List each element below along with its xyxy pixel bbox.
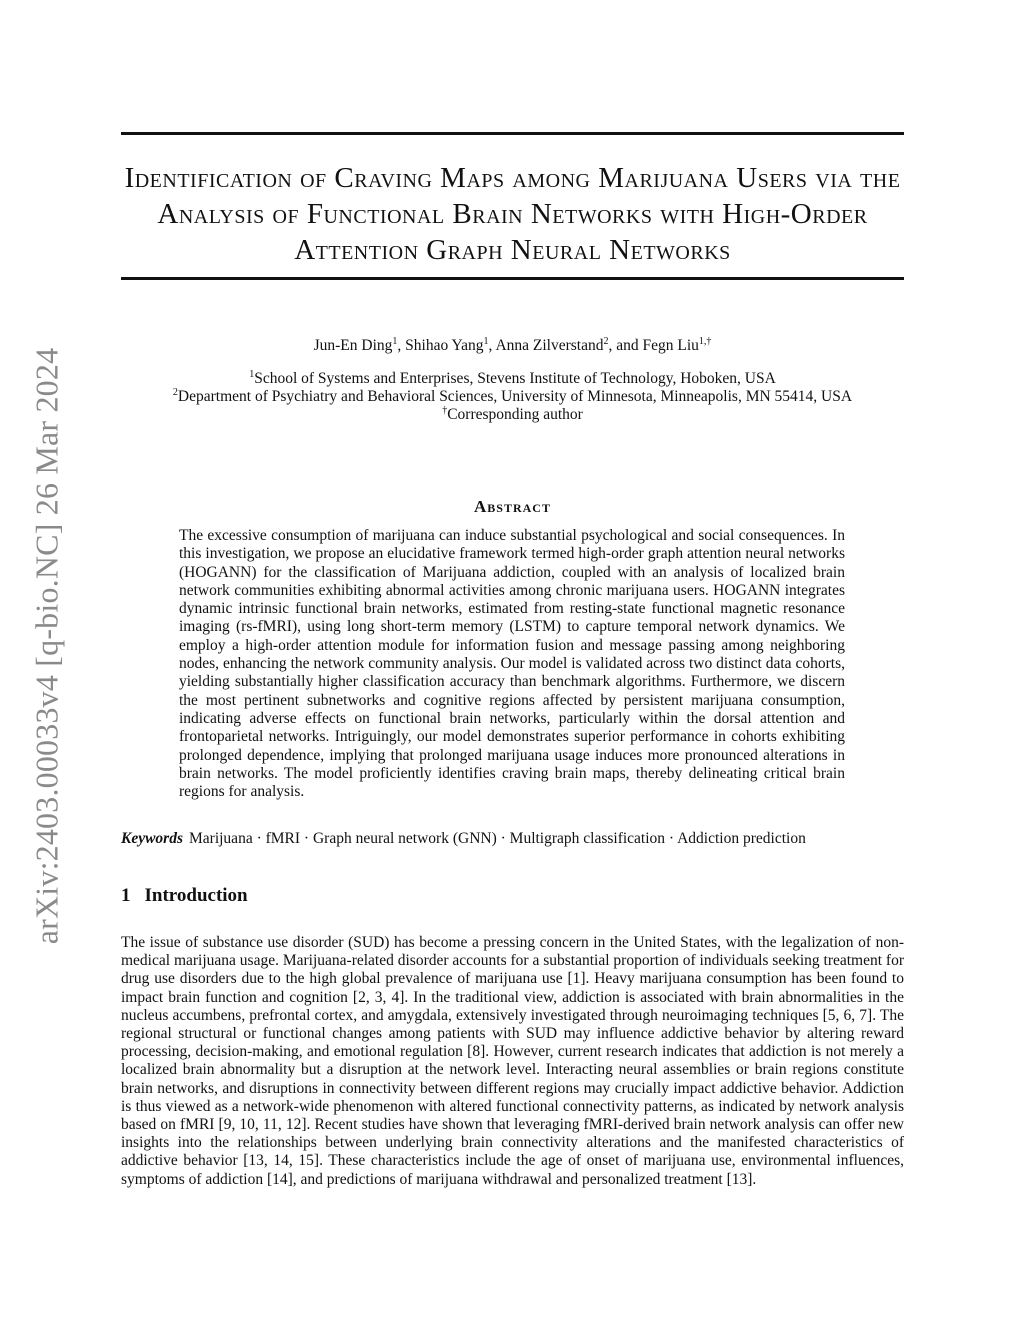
section-number: 1 xyxy=(121,885,131,906)
affiliation: $^1$School of Systems and Enterprises, Stevens Institute of Technology, Hoboken, USA xyxy=(249,368,776,387)
section-heading-introduction xyxy=(121,885,248,907)
keywords-list: Marijuana · fMRI · Graph neural network (GNN) · Multigraph classification · Addiction prediction xyxy=(189,830,806,847)
affiliation: †Corresponding author xyxy=(442,404,583,423)
author: Shihao Yang$^1$, xyxy=(405,335,496,354)
keywords-label: Keywords xyxy=(121,830,183,847)
author: Fegn Liu$^{1,\dagger}$ xyxy=(642,335,712,354)
paper-title: Identification of Craving Maps among Marijuana Users via the Analysis of Functional Brain Networks with High-Order Attention Graph Neural Networks xyxy=(124,162,901,266)
affiliation: $^2$Department of Psychiatry and Behavioral Sciences, University of Minnesota, Minneapolis, MN 55414, USA xyxy=(172,386,853,405)
arxiv-identifier: arXiv:2403.00033v4 [q-bio.NC] 26 Mar 2024 xyxy=(28,347,65,945)
author: Anna Zilverstand$^2$, and xyxy=(495,335,643,354)
introduction-text: The issue of substance use disorder (SUD) has become a pressing concern in the United States, with the legalization of non-medical marijuana usage. Marijuana-related disorder accounts for a substantial proportion of individuals seeking treatment for drug use disorders due to the high global prevalence of marijuana use [1]. Heavy marijuana consumption has been found to impact brain function and cognition [2, 3, 4]. In the traditional view, addiction is associated with brain abnormalities in the nucleus accumbens, prefrontal cortex, and amygdala, extensively investigated through neuroimaging techniques [5, 6, 7]. The regional structural or functional changes among patients with SUD may influence addictive behavior by altering reward processing, decision-making, and emotional regulation [8]. However, current research indicates that addiction is not merely a localized brain abnormality but a disruption at the network level. Interacting neural assemblies or brain regions constitute brain networks, and disruptions in connectivity between different regions may crucially impact addictive behavior. Addiction is thus viewed as a network-wide phenomenon with altered functional connectivity patterns, as indicated by network analysis based on fMRI [9, 10, 11, 12]. Recent studies have shown that leveraging fMRI-derived brain network analysis can offer new insights into the relationships between underlying brain connectivity alterations and the manifested characteristics of addictive behavior [13, 14, 15]. These characteristics include the age of onset of marijuana use, environmental influences, symptoms of addiction [14], and predictions of marijuana withdrawal and personalized treatment [13]. xyxy=(121,934,904,1188)
author: Jun-En Ding$^1$, xyxy=(313,335,406,354)
abstract-text: The excessive consumption of marijuana can induce substantial psychological and social consequences. In this investigation, we propose an elucidative framework termed high-order graph attention neural networks (HOGANN) for the classification of Marijuana addiction, coupled with an analysis of localized brain network communities exhibiting abnormal activities among chronic marijuana users. HOGANN integrates dynamic intrinsic functional brain networks, estimated from resting-state functional magnetic resonance imaging (rs-fMRI), using long short-term memory (LSTM) to capture temporal network dynamics. We employ a high-order attention module for information fusion and message passing among neighboring nodes, enhancing the network community analysis. Our model is validated across two distinct data cohorts, yielding substantially higher classification accuracy than benchmark algorithms. Furthermore, we discern the most pertinent subnetworks and cognitive regions affected by persistent marijuana consumption, indicating adverse effects on functional brain networks, particularly within the dorsal attention and frontoparietal networks. Intriguingly, our model demonstrates superior performance in cohorts exhibiting prolonged dependence, implying that prolonged marijuana usage induces more pronounced alterations in brain networks. The model proficiently identifies craving brain maps, thereby delineating critical brain regions for analysis. xyxy=(179,527,845,801)
affiliations xyxy=(121,370,904,424)
title-rule-bottom xyxy=(121,277,904,280)
author-list xyxy=(121,336,904,355)
section-title: Introduction xyxy=(144,885,248,906)
title-rule-top xyxy=(121,132,904,135)
arxiv-sidebar xyxy=(24,330,70,962)
keywords xyxy=(121,830,904,848)
abstract-heading: Abstract xyxy=(474,497,551,516)
